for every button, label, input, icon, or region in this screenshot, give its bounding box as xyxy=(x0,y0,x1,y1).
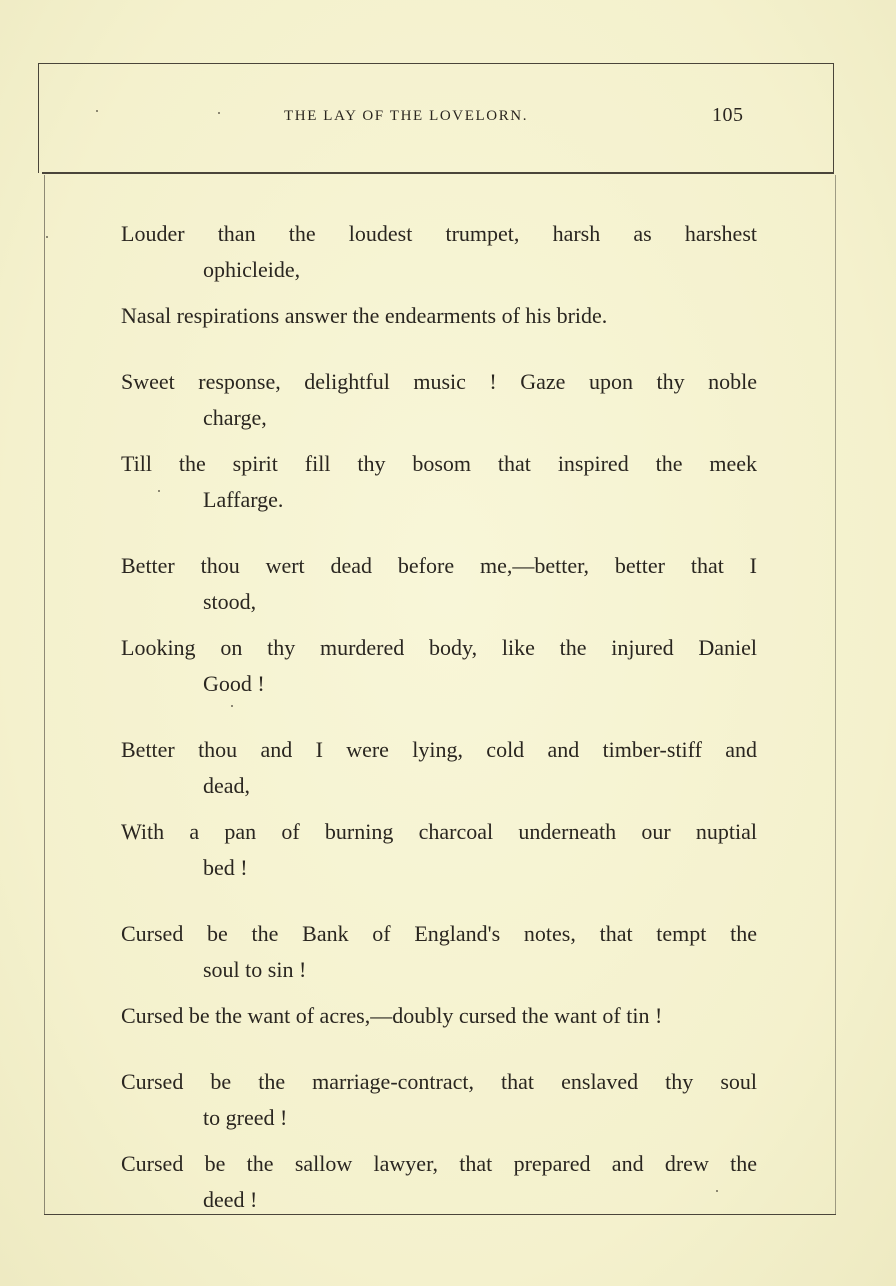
verse-text: Better thou and I were lying, cold and timber-stiff and xyxy=(121,737,757,762)
verse-continuation: ophicleide, xyxy=(203,257,301,282)
verse-text: Cursed be the marriage-contract, that enslaved thy soul xyxy=(121,1069,757,1094)
verse-line xyxy=(121,816,757,884)
poem-body xyxy=(121,218,757,1250)
left-border-lower xyxy=(44,175,45,1215)
verse-continuation: bed ! xyxy=(203,855,248,880)
verse-line xyxy=(121,734,757,802)
running-title: THE LAY OF THE LOVELORN. xyxy=(284,108,529,124)
verse-line xyxy=(121,1000,757,1032)
verse-continuation: to greed ! xyxy=(203,1105,288,1130)
verse-text: Better thou wert dead before me,—better, better that I xyxy=(121,553,757,578)
verse-text: Louder than the loudest trumpet, harsh as harshest xyxy=(121,221,757,246)
header-rule xyxy=(42,172,834,174)
verse-line xyxy=(121,218,757,286)
verse-continuation: Good ! xyxy=(203,671,265,696)
verse-continuation: soul to sin ! xyxy=(203,957,307,982)
verse-line xyxy=(121,1148,757,1216)
verse-continuation: Laffarge. xyxy=(203,487,284,512)
verse-text: With a pan of burning charcoal underneath our nuptial xyxy=(121,819,757,844)
verse-line xyxy=(121,550,757,618)
verse-line xyxy=(121,1066,757,1134)
stanza xyxy=(121,218,757,332)
verse-line xyxy=(121,918,757,986)
stanza xyxy=(121,734,757,884)
running-header xyxy=(0,104,896,132)
verse-continuation: stood, xyxy=(203,589,257,614)
verse-text: Cursed be the want of acres,—doubly cursed the want of tin ! xyxy=(121,1003,663,1028)
paper-speck xyxy=(46,236,48,238)
top-rule xyxy=(38,63,834,64)
verse-line xyxy=(121,300,757,332)
verse-line xyxy=(121,366,757,434)
verse-continuation: dead, xyxy=(203,773,251,798)
page-number: 105 xyxy=(712,104,744,126)
verse-line xyxy=(121,448,757,516)
verse-text: Looking on thy murdered body, like the injured Daniel xyxy=(121,635,757,660)
verse-text: Cursed be the sallow lawyer, that prepared and drew the xyxy=(121,1151,757,1176)
stanza xyxy=(121,366,757,516)
stanza xyxy=(121,918,757,1032)
verse-text: Nasal respirations answer the endearments of his bride. xyxy=(121,303,608,328)
stanza xyxy=(121,1066,757,1216)
verse-text: Till the spirit fill thy bosom that inspired the meek xyxy=(121,451,757,476)
verse-line xyxy=(121,632,757,700)
verse-text: Cursed be the Bank of England's notes, that tempt the xyxy=(121,921,757,946)
verse-continuation: deed ! xyxy=(203,1187,258,1212)
right-border-lower xyxy=(835,175,836,1215)
stanza xyxy=(121,550,757,700)
verse-text: Sweet response, delightful music ! Gaze upon thy noble xyxy=(121,369,757,394)
verse-continuation: charge, xyxy=(203,405,267,430)
